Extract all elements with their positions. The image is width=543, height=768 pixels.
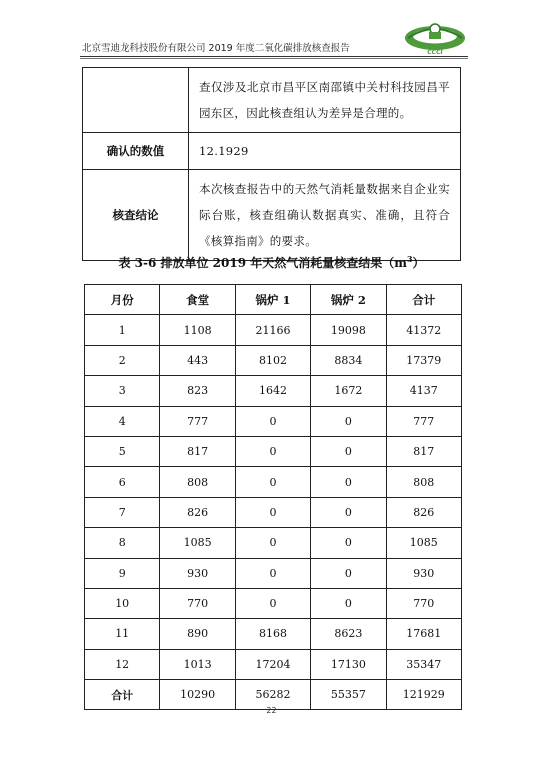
table-cell: 10290 — [160, 680, 235, 710]
report-header-title: 北京雪迪龙科技股份有限公司 2019 年度二氧化碳排放核查报告 — [82, 43, 350, 54]
table-cell: 8168 — [235, 619, 310, 649]
table-cell: 21166 — [235, 315, 310, 345]
table-cell: 0 — [311, 588, 386, 618]
table-cell: 826 — [160, 497, 235, 527]
table-cell: 0 — [235, 558, 310, 588]
summary-value: 查仅涉及北京市昌平区南邵镇中关村科技园昌平园东区，因此核查组认为差异是合理的。 — [189, 68, 461, 133]
summary-key: 确认的数值 — [83, 133, 189, 170]
summary-row — [83, 68, 461, 133]
table-cell: 0 — [235, 406, 310, 436]
summary-row — [83, 170, 461, 261]
table-header-row — [85, 285, 462, 315]
table-cell: 2 — [85, 345, 160, 375]
table-cell: 777 — [160, 406, 235, 436]
table-cell: 817 — [160, 436, 235, 466]
table-cell: 0 — [311, 497, 386, 527]
table-row — [85, 558, 462, 588]
column-header: 锅炉 1 — [235, 285, 310, 315]
summary-key: 核查结论 — [83, 170, 189, 261]
table-cell: 930 — [386, 558, 461, 588]
table-cell: 0 — [311, 558, 386, 588]
table-cell: 0 — [311, 406, 386, 436]
table-cell: 826 — [386, 497, 461, 527]
table-cell: 3 — [85, 376, 160, 406]
table-cell: 808 — [160, 467, 235, 497]
summary-key — [83, 68, 189, 133]
table-cell: 1108 — [160, 315, 235, 345]
header-rule — [80, 56, 468, 57]
table-cell: 41372 — [386, 315, 461, 345]
table-cell: 0 — [235, 588, 310, 618]
table-cell: 17681 — [386, 619, 461, 649]
table-cell: 10 — [85, 588, 160, 618]
table-cell: 817 — [386, 436, 461, 466]
column-header: 食堂 — [160, 285, 235, 315]
table-cell: 56282 — [235, 680, 310, 710]
table-cell: 7 — [85, 497, 160, 527]
table-cell: 0 — [235, 467, 310, 497]
table-row — [85, 467, 462, 497]
column-header: 锅炉 2 — [311, 285, 386, 315]
table-cell: 9 — [85, 558, 160, 588]
table-row — [85, 528, 462, 558]
table-row — [85, 406, 462, 436]
logo-text: CCCI — [427, 49, 443, 56]
summary-value: 本次核查报告中的天然气消耗量数据来自企业实际台账，核查组确认数据真实、准确，且符合《核算指南》的要求。 — [189, 170, 461, 261]
table-cell: 1 — [85, 315, 160, 345]
table-row — [85, 376, 462, 406]
table-cell: 0 — [235, 436, 310, 466]
table-row — [85, 345, 462, 375]
table-cell: 4 — [85, 406, 160, 436]
table-cell: 17130 — [311, 649, 386, 679]
table-cell: 770 — [386, 588, 461, 618]
table-caption — [0, 254, 543, 271]
table-cell: 808 — [386, 467, 461, 497]
table-cell: 11 — [85, 619, 160, 649]
table-row — [85, 436, 462, 466]
table-row — [85, 588, 462, 618]
table-row — [85, 315, 462, 345]
table-cell: 19098 — [311, 315, 386, 345]
table-cell: 6 — [85, 467, 160, 497]
table-cell: 55357 — [311, 680, 386, 710]
table-cell: 930 — [160, 558, 235, 588]
table-cell: 890 — [160, 619, 235, 649]
natural-gas-consumption-table — [84, 284, 462, 710]
table-cell: 443 — [160, 345, 235, 375]
table-cell: 12 — [85, 649, 160, 679]
table-cell: 0 — [311, 528, 386, 558]
table-row — [85, 497, 462, 527]
table-cell: 777 — [386, 406, 461, 436]
table-cell: 0 — [235, 497, 310, 527]
table-cell: 1085 — [386, 528, 461, 558]
table-cell: 17204 — [235, 649, 310, 679]
table-cell: 8102 — [235, 345, 310, 375]
table-cell: 8 — [85, 528, 160, 558]
ccci-logo — [400, 14, 470, 56]
table-cell: 0 — [311, 436, 386, 466]
header-rule-thin — [80, 58, 468, 59]
table-cell: 1013 — [160, 649, 235, 679]
total-label: 合计 — [85, 680, 160, 710]
table-cell: 35347 — [386, 649, 461, 679]
table-cell: 8623 — [311, 619, 386, 649]
table-cell: 0 — [311, 467, 386, 497]
column-header: 合计 — [386, 285, 461, 315]
table-cell: 17379 — [386, 345, 461, 375]
table-cell: 121929 — [386, 680, 461, 710]
table-cell: 1642 — [235, 376, 310, 406]
table-row — [85, 619, 462, 649]
verification-summary-table — [82, 67, 461, 261]
table-cell: 8834 — [311, 345, 386, 375]
table-cell: 1085 — [160, 528, 235, 558]
summary-row — [83, 133, 461, 170]
table-row — [85, 649, 462, 679]
table-cell: 0 — [235, 528, 310, 558]
table-cell: 4137 — [386, 376, 461, 406]
table-cell: 5 — [85, 436, 160, 466]
table-caption-close: ） — [412, 256, 425, 270]
summary-value: 12.1929 — [189, 133, 461, 170]
table-cell: 770 — [160, 588, 235, 618]
table-cell: 823 — [160, 376, 235, 406]
table-caption-superscript: 3 — [406, 254, 413, 264]
page-number: 22 — [266, 706, 277, 715]
table-caption-text: 表 3-6 排放单位 2019 年天然气消耗量核查结果（m — [118, 256, 407, 270]
column-header: 月份 — [85, 285, 160, 315]
table-cell: 1672 — [311, 376, 386, 406]
